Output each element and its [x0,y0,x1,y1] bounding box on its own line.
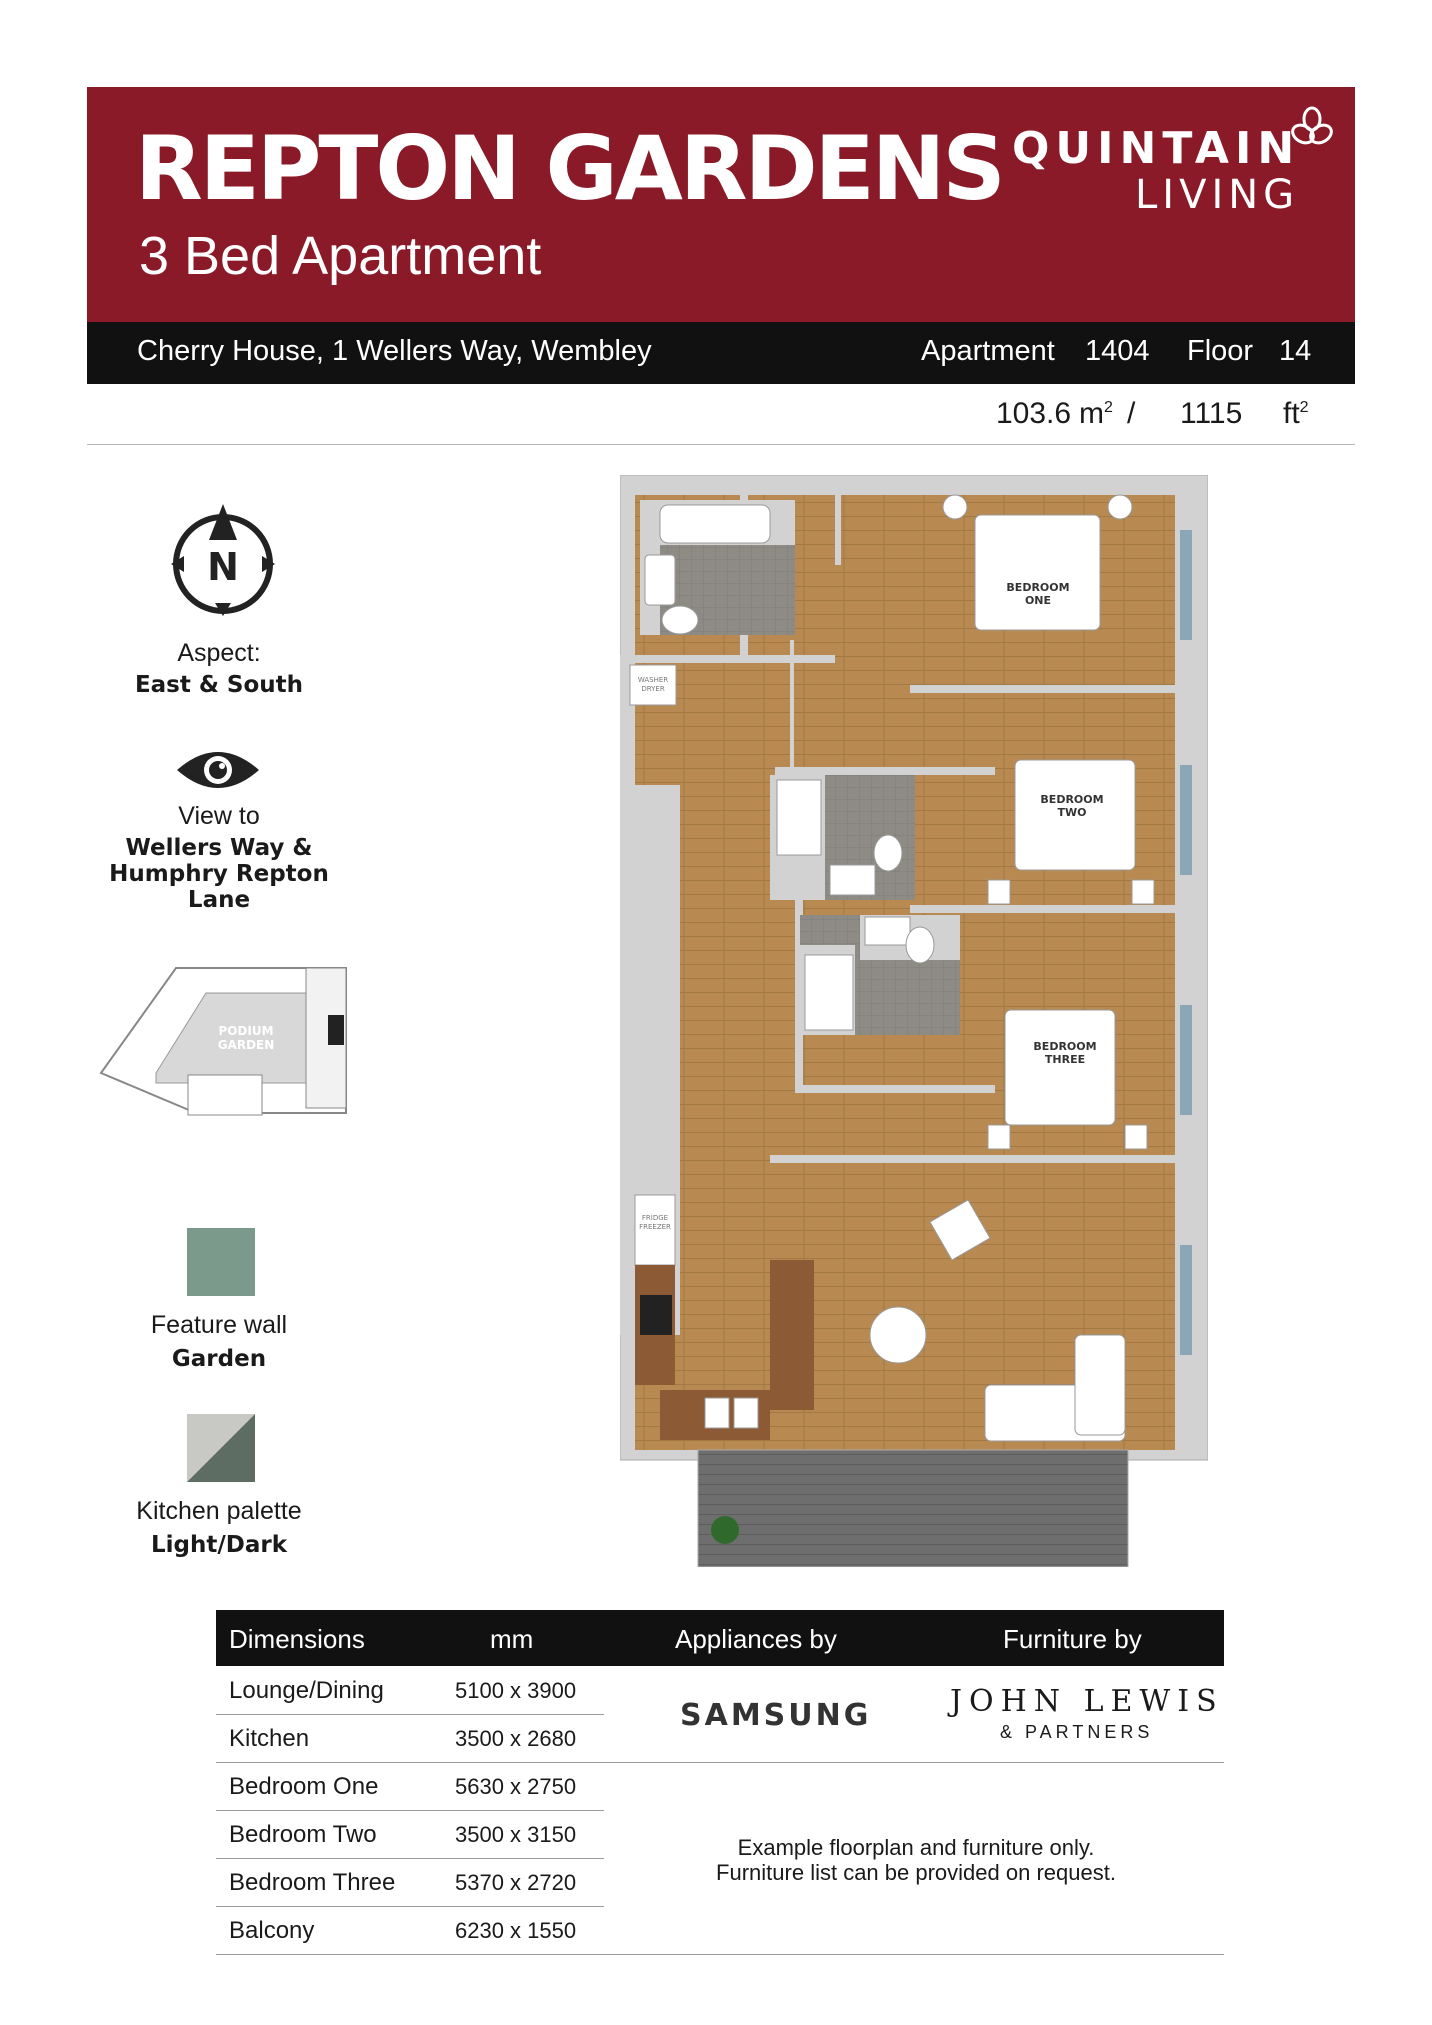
table-row [216,1810,604,1859]
keyplan-map [96,963,350,1119]
area-sqm: 103.6 [996,397,1072,430]
disclaimer-line-2: Furniture list can be provided on request. [716,1860,1116,1886]
development-title: REPTON GARDENS [135,117,1003,220]
area-row [87,396,1355,442]
room-dimensions: 5630 x 2750 [455,1774,577,1799]
apartment-label: Apartment [921,335,1055,367]
samsung-logo: SAMSUNG [680,1698,872,1733]
bedroom-three-label-2: THREE [1044,1053,1086,1066]
room-name: Kitchen [229,1725,310,1752]
divider [604,1762,1224,1763]
table-row [216,1714,604,1763]
floor-number: 14 [1279,335,1312,367]
john-lewis-logo: JOHN LEWIS [950,1684,1224,1719]
bedroom-two-label: BEDROOM [1040,793,1104,806]
brand-name: QUINTAIN [1012,123,1301,174]
keyplan-label-1: PODIUM [218,1024,274,1038]
compass-letter: N [207,545,239,589]
area-sqft-unit: $ft^2$ [1283,397,1309,430]
feature-wall-label: Feature wall [150,1311,288,1339]
header-appliances: Appliances by [675,1624,837,1654]
view-value-1: Wellers Way & [125,835,313,861]
kitchen-palette-swatch [187,1414,255,1482]
fridge-label: FRIDGE [641,1214,669,1222]
area-separator: / [1127,397,1136,430]
floorplan [620,475,1208,1567]
room-dimensions: 3500 x 3150 [455,1822,577,1847]
room-name: Balcony [229,1917,315,1944]
room-dimensions: 3500 x 2680 [455,1726,577,1751]
apartment-type: 3 Bed Apartment [139,226,542,286]
aspect-value: East & South [134,672,304,698]
header-banner [87,87,1355,322]
bedroom-one-label: BEDROOM [1006,581,1070,594]
table-row [216,1666,604,1715]
table-row [216,1906,604,1954]
room-name: Bedroom Three [229,1869,396,1896]
floor-label: Floor [1187,335,1254,367]
washer-label-2: DRYER [641,685,665,693]
feature-wall-swatch [187,1228,255,1296]
room-dimensions: 5100 x 3900 [455,1678,577,1703]
room-name: Lounge/Dining [229,1677,384,1704]
table-header [216,1610,1224,1666]
brand-subname: LIVING [1135,172,1300,218]
divider [216,1954,1224,1955]
trefoil-logo-icon [1289,105,1335,151]
fridge-label-2: FREEZER [639,1223,671,1231]
view-value-2: Humphry Repton [109,861,329,887]
room-name: Bedroom Two [229,1821,377,1848]
area-sqft: 1115 [1180,397,1243,430]
view-label: View to [178,802,260,830]
compass-north-icon [166,500,280,620]
john-lewis-partners: & PARTNERS [1000,1722,1154,1742]
address: Cherry House, 1 Wellers Way, Wembley [137,335,652,367]
table-row [216,1858,604,1907]
apartment-marker [328,1015,344,1045]
area-sqm-unit: $m^2$ [1079,397,1113,430]
kitchen-palette-value: Light/Dark [150,1532,288,1558]
disclaimer-line-1: Example floorplan and furniture only. [737,1835,1095,1860]
header-mm: mm [490,1624,534,1654]
room-dimensions: 6230 x 1550 [455,1918,577,1943]
header-dimensions: Dimensions [229,1624,365,1654]
eye-icon [175,746,261,794]
apartment-number: 1404 [1085,335,1150,367]
kitchen-palette-label: Kitchen palette [136,1497,302,1525]
divider [87,444,1355,445]
room-dimensions: 5370 x 2720 [455,1870,577,1895]
bedroom-one-label-2: ONE [1024,594,1052,607]
address-bar [87,322,1355,384]
bedroom-three-label: BEDROOM [1033,1040,1097,1053]
disclaimer-note [666,1835,1166,1886]
bedroom-two-label-2: TWO [1057,806,1087,819]
washer-label: WASHER [637,676,669,684]
keyplan-label-2: GARDEN [217,1038,275,1052]
aspect-label: Aspect: [177,639,261,667]
feature-wall-value: Garden [171,1346,267,1372]
room-name: Bedroom One [229,1773,379,1800]
view-value-3: Lane [187,887,251,913]
header-furniture: Furniture by [1003,1624,1142,1654]
table-row [216,1762,604,1811]
